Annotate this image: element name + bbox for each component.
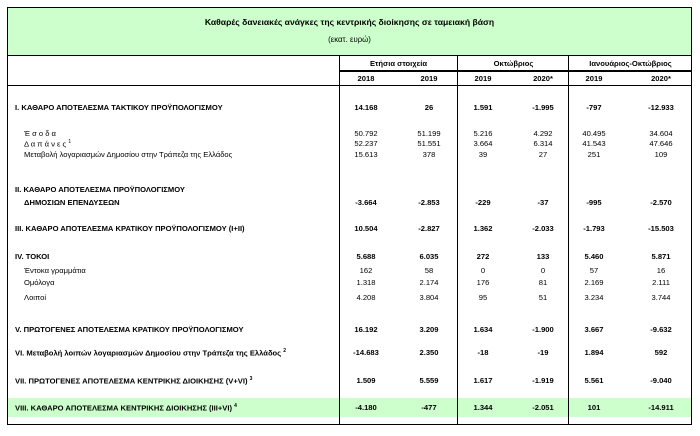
- table-cell: 5.559: [419, 376, 439, 385]
- table-cell: -229: [475, 198, 491, 207]
- table-row: [8, 150, 691, 161]
- row-label-text: VI. Μεταβολή λοιπών λογαριασμών Δημοσίου στην Τράπεζα της Ελλάδος: [15, 348, 282, 358]
- table-cell: 1.344: [473, 403, 493, 412]
- year-header: 2020*: [533, 74, 553, 83]
- column-separator: [339, 56, 340, 424]
- row-label-text: Έντοκα γραμμάτια: [24, 266, 86, 275]
- table-cell: 26: [424, 103, 434, 112]
- table-cell: 251: [587, 150, 601, 159]
- table-cell: 95: [478, 293, 488, 302]
- table-cell: -797: [586, 103, 602, 112]
- table-cell: 2.350: [419, 348, 439, 357]
- table-cell: 0: [540, 266, 546, 275]
- table-cell: 39: [478, 150, 488, 159]
- table-cell: 47.646: [649, 139, 673, 148]
- header-divider: [339, 71, 691, 72]
- table-cell: -1.793: [583, 224, 605, 233]
- table-cell: -1.919: [532, 376, 554, 385]
- table-row: [8, 348, 691, 359]
- table-header: [8, 8, 691, 56]
- table-cell: -37: [537, 198, 549, 207]
- table-cell: -2.853: [418, 198, 440, 207]
- table-cell: 2.174: [419, 278, 439, 287]
- group-header-october: Οκτώβριος: [493, 59, 534, 68]
- footnote-marker: 4: [234, 403, 237, 409]
- row-label: [24, 129, 56, 138]
- row-label-text: II. ΚΑΘΑΡΟ ΑΠΟΤΕΛΕΣΜΑ ΠΡΟΫΠΟΛΟΓΙΣΜΟΥ: [15, 185, 185, 194]
- table-cell: 3.664: [473, 139, 493, 148]
- table-cell: 4.208: [356, 293, 376, 302]
- table-cell: 1.634: [473, 325, 493, 334]
- table-cell: -1.900: [532, 325, 554, 334]
- table-cell: -4.180: [355, 403, 377, 412]
- table-row: [8, 224, 691, 235]
- table-cell: 3.234: [584, 293, 604, 302]
- table-cell: 52.237: [354, 139, 378, 148]
- table-cell: 51: [538, 293, 548, 302]
- table-cell: -15.503: [648, 224, 674, 233]
- table-cell: 3.744: [651, 293, 671, 302]
- table-cell: 27: [538, 150, 548, 159]
- table-row: [8, 139, 691, 150]
- row-label: [24, 293, 46, 302]
- table-cell: 5.460: [584, 252, 604, 261]
- row-label: [15, 403, 237, 413]
- table-cell: -2.033: [532, 224, 554, 233]
- table-cell: 272: [476, 252, 490, 261]
- row-label-text: Έ σ ο δ α: [24, 129, 56, 138]
- table-cell: 1.617: [473, 376, 493, 385]
- table-cell: -995: [586, 198, 602, 207]
- table-cell: 16: [656, 266, 666, 275]
- row-label: [15, 325, 244, 334]
- row-label-text: Λοιποί: [24, 293, 47, 302]
- table-row: [8, 266, 691, 277]
- year-header: 2019: [420, 74, 438, 83]
- table-cell: 14.168: [354, 103, 378, 112]
- row-label: [15, 224, 245, 233]
- row-label-text: ΔΗΜΟΣΙΩΝ ΕΠΕΝΔΥΣΕΩΝ: [24, 198, 120, 207]
- row-label-text: VIII. ΚΑΘΑΡΟ ΑΠΟΤΕΛΕΣΜΑ ΚΕΝΤΡΙΚΗΣ ΔΙΟΙΚΗΣΗΣ (III+VI): [15, 403, 233, 413]
- row-label-text: III. ΚΑΘΑΡΟ ΑΠΟΤΕΛΕΣΜΑ ΚΡΑΤΙΚΟΥ ΠΡΟΫΠΟΛΟΓΙΣΜΟΥ (I+II): [15, 224, 245, 233]
- table-cell: 3.667: [584, 325, 604, 334]
- table-cell: 34.604: [649, 129, 673, 138]
- row-label: [24, 266, 86, 275]
- table-row: [8, 198, 691, 209]
- table-cell: -14.911: [648, 403, 674, 412]
- table-row-highlighted: [8, 398, 691, 417]
- table-cell: 51.199: [417, 129, 441, 138]
- table-row: [8, 278, 691, 289]
- table-row: [8, 103, 691, 114]
- row-label-text: Μεταβολή λογαριασμών Δημοσίου στην Τράπεζα της Ελλάδος: [24, 150, 233, 159]
- table-cell: -9.632: [650, 325, 672, 334]
- row-label: [15, 252, 49, 261]
- table-row: [8, 252, 691, 263]
- table-cell: 1.362: [473, 224, 493, 233]
- row-label: [24, 198, 120, 207]
- footnote-marker: 1: [68, 139, 72, 145]
- row-label: [15, 348, 286, 358]
- table-cell: 109: [654, 150, 668, 159]
- table-cell: 101: [587, 403, 601, 412]
- table-cell: 592: [654, 348, 668, 357]
- footnote-marker: 2: [283, 348, 287, 354]
- table-cell: 0: [480, 266, 486, 275]
- table-row: [8, 325, 691, 336]
- table-cell: 378: [422, 150, 436, 159]
- table-cell: 4.292: [533, 129, 553, 138]
- table-cell: 5.688: [356, 252, 376, 261]
- row-label: [24, 150, 232, 159]
- table-cell: -14.683: [353, 348, 379, 357]
- table-cell: 6.314: [533, 139, 553, 148]
- table-cell: -19: [537, 348, 549, 357]
- table-frame: [7, 7, 692, 425]
- table-cell: 50.792: [354, 129, 378, 138]
- row-label: [24, 278, 54, 287]
- row-label-text: IV. ΤΟΚΟΙ: [15, 252, 50, 261]
- table-cell: 2.111: [652, 278, 670, 287]
- table-cell: -18: [477, 348, 489, 357]
- row-label-text: VII. ΠΡΩΤΟΓΕΝΕΣ ΑΠΟΤΕΛΕΣΜΑ ΚΕΝΤΡΙΚΗΣ ΔΙΟΙΚΗΣΗΣ (V+VI): [15, 376, 248, 386]
- table-cell: 6.035: [419, 252, 439, 261]
- table-cell: 3.209: [419, 325, 439, 334]
- row-label-text: V. ΠΡΩΤΟΓΕΝΕΣ ΑΠΟΤΕΛΕΣΜΑ ΚΡΑΤΙΚΟΥ ΠΡΟΫΠΟΛΟΓΙΣΜΟΥ: [15, 325, 244, 334]
- group-header-jan-oct: Ιανουάριος-Οκτώβριος: [589, 59, 672, 68]
- table-cell: 2.169: [584, 278, 604, 287]
- row-label-text: Δ α π ά ν ε ς: [24, 139, 67, 149]
- table-cell: 5.871: [651, 252, 671, 261]
- header-bottom-rule: [8, 85, 691, 86]
- table-cell: -3.664: [355, 198, 377, 207]
- table-row: [8, 293, 691, 304]
- year-header: 2019: [585, 74, 603, 83]
- table-cell: -1.995: [532, 103, 554, 112]
- row-label: [15, 376, 252, 386]
- column-separator: [457, 56, 458, 424]
- table-subtitle: (εκατ. ευρώ): [328, 35, 371, 44]
- footnote-marker: 3: [249, 376, 253, 382]
- table-cell: 41.543: [582, 139, 606, 148]
- year-header: 2018: [357, 74, 375, 83]
- row-label: [24, 139, 71, 149]
- table-cell: 162: [359, 266, 373, 275]
- row-label-text: I. ΚΑΘΑΡΟ ΑΠΟΤΕΛΕΣΜΑ ΤΑΚΤΙΚΟΥ ΠΡΟΫΠΟΛΟΓΙΣΜΟΥ: [15, 103, 223, 112]
- column-separator: [568, 56, 569, 424]
- table-cell: -477: [421, 403, 437, 412]
- table-cell: -2.570: [650, 198, 672, 207]
- table-cell: 1.591: [473, 103, 493, 112]
- table-cell: 58: [424, 266, 434, 275]
- table-cell: 15.613: [354, 150, 378, 159]
- table-row: [8, 376, 691, 387]
- table-cell: 1.318: [356, 278, 376, 287]
- table-cell: 16.192: [354, 325, 378, 334]
- table-row: [8, 185, 691, 196]
- table-cell: 5.216: [473, 129, 493, 138]
- group-header-annual: Ετήσια στοιχεία: [369, 59, 428, 68]
- row-label-text: Ομόλογα: [24, 278, 55, 287]
- table-cell: 3.804: [419, 293, 439, 302]
- table-cell: -9.040: [650, 376, 672, 385]
- table-cell: 5.561: [584, 376, 604, 385]
- table-title: Καθαρές δανειακές ανάγκες της κεντρικής διοίκησης σε ταμειακή βάση: [204, 17, 495, 27]
- table-cell: -12.933: [648, 103, 674, 112]
- table-cell: 1.509: [356, 376, 376, 385]
- year-header: 2019: [474, 74, 492, 83]
- table-cell: 1.894: [584, 348, 604, 357]
- table-cell: 51.551: [417, 139, 441, 148]
- table-cell: 40.495: [582, 129, 606, 138]
- table-cell: -2.827: [418, 224, 440, 233]
- table-cell: 176: [476, 278, 490, 287]
- table-cell: 10.504: [354, 224, 378, 233]
- year-header: 2020*: [651, 74, 671, 83]
- table-cell: -2.051: [532, 403, 554, 412]
- row-label: [15, 103, 223, 112]
- table-cell: 57: [589, 266, 599, 275]
- table-cell: 81: [538, 278, 548, 287]
- table-cell: 133: [536, 252, 550, 261]
- row-label: [15, 185, 185, 194]
